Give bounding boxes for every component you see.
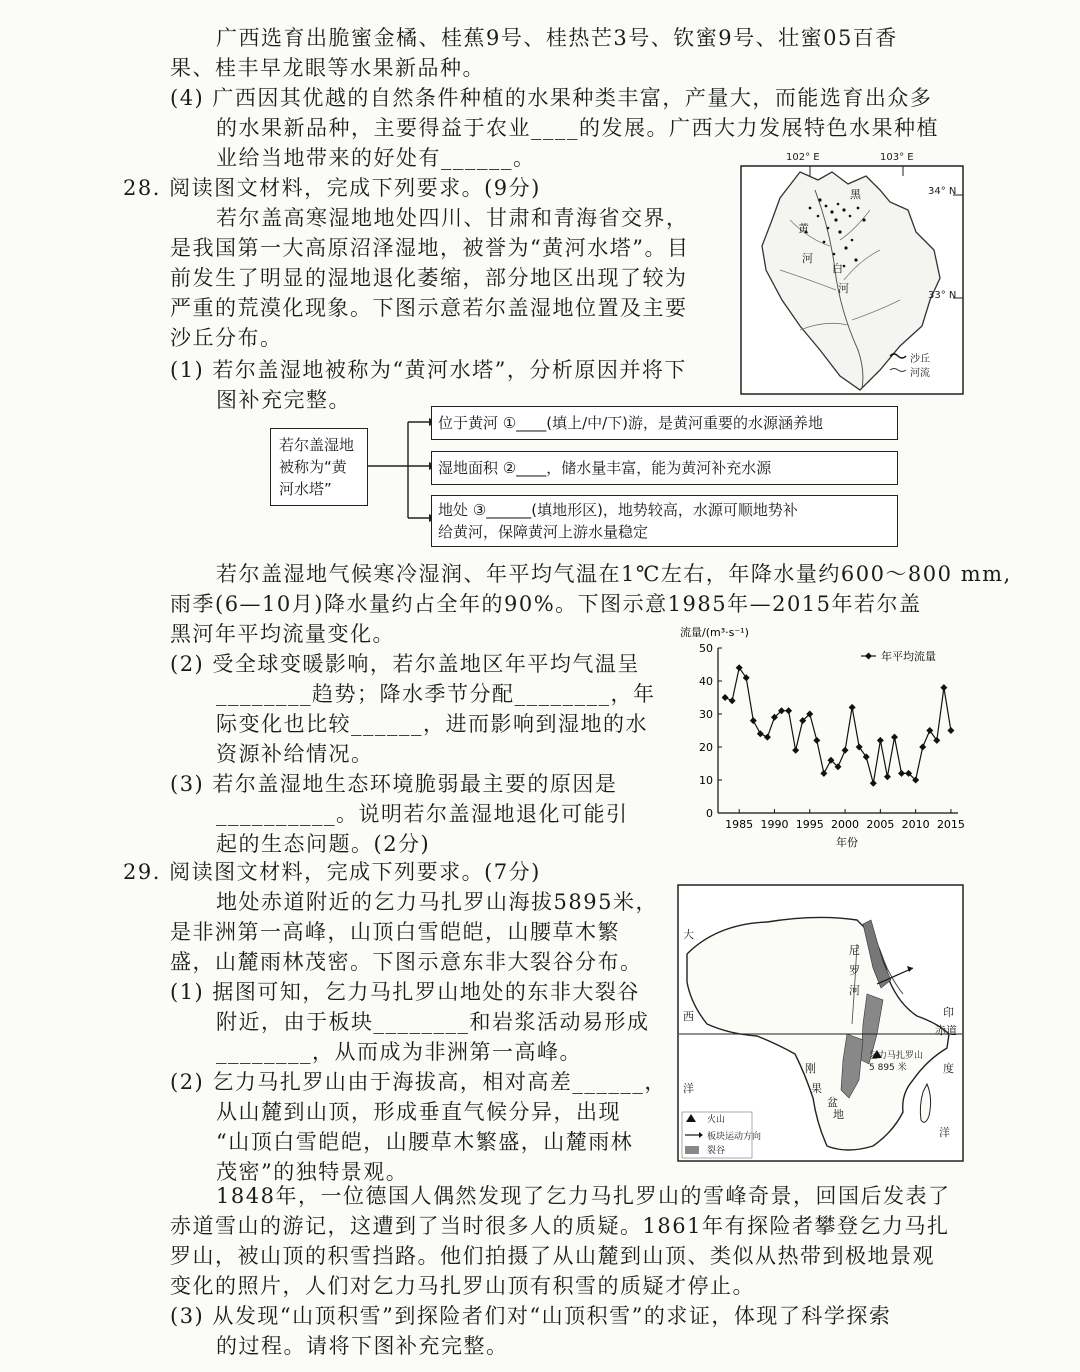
map-label: 度 (943, 1062, 954, 1075)
map-label: 河 (838, 282, 849, 295)
map-label: 白 (832, 262, 843, 275)
data-point (884, 773, 891, 780)
flow-box-3-text: 给黄河，保障黄河上游水量稳定 (438, 523, 649, 541)
map-label: 洋 (939, 1126, 950, 1139)
data-point (940, 684, 947, 691)
paragraph-line: 是非洲第一高峰，山顶白雪皑皑，山腰草木繁 (170, 920, 620, 944)
data-point (729, 697, 736, 704)
data-point (919, 744, 926, 751)
y-tick-label: 10 (699, 774, 713, 787)
paragraph-line: 盛，山麓雨林茂密。下图示意东非大裂谷分布。 (170, 950, 643, 974)
question-28-1-cont: 图补充完整。 (216, 388, 351, 412)
east-africa-rift-map (677, 884, 964, 1162)
zoige-wetland-map (740, 150, 965, 395)
paragraph-line: 若尔盖高寒湿地地处四川、甘肃和青海省交界， (216, 206, 689, 230)
data-point (947, 727, 954, 734)
question-28-1: (1) 若尔盖湿地被称为“黄河水塔”，分析原因并将下 (170, 358, 687, 382)
question-29-1-cont: 附近，由于板块________和岩浆活动易形成 (216, 1010, 650, 1034)
map-label: 黄 (798, 222, 809, 235)
flow-box-2-text: 湿地面积 ②____，储水量丰富，能为黄河补充水源 (438, 459, 772, 477)
map-label: 罗 (849, 964, 860, 977)
flow-root-line: 河水塔” (279, 480, 332, 498)
question-28-title: 28. 阅读图文材料，完成下列要求。(9分) (123, 176, 541, 200)
legend-dune: 沙丘 (910, 354, 930, 365)
flow-box-2 (431, 451, 898, 485)
map-label: 尼 (849, 944, 860, 957)
x-tick-label: 1995 (795, 818, 824, 831)
paragraph-line: 是我国第一大高原沼泽湿地，被誉为“黄河水塔”。目 (170, 236, 690, 260)
data-point (870, 780, 877, 787)
data-point (757, 730, 764, 737)
data-point (898, 770, 905, 777)
paragraph-line: 赤道雪山的游记，这遭到了当时很多人的质疑。1861年有探险者攀登乞力马扎 (170, 1214, 950, 1238)
chart-legend: 年平均流量 (881, 650, 936, 663)
paragraph-line: 地处赤道附近的乞力马扎罗山海拔5895米， (216, 890, 658, 914)
map-label: 地 (833, 1108, 844, 1121)
chart-xlabel: 年份 (836, 836, 858, 849)
question-28-3-cont: 起的生态问题。(2分) (216, 832, 431, 856)
legend-volcano: 火山 (707, 1115, 726, 1125)
flow-root-box (270, 428, 368, 506)
question-28-2-cont: 际变化也比较______，进而影响到湿地的水 (216, 712, 648, 736)
data-point (792, 747, 799, 754)
legend-plate-motion: 板块运动方向 (707, 1132, 762, 1142)
question-29-3: (3) 从发现“山顶积雪”到探险者们对“山顶积雪”的求证，体现了科学探索 (170, 1304, 892, 1328)
map-label: 河 (802, 252, 813, 265)
map-label: 黑 (850, 188, 861, 201)
equator-label: 赤道 (935, 1024, 957, 1037)
paragraph-line: 黑河年平均流量变化。 (170, 622, 395, 646)
paragraph-line: 1848年，一位德国人偶然发现了乞力马扎罗山的雪峰奇景，回国后发表了 (216, 1184, 951, 1208)
map-label: 大 (683, 928, 694, 941)
flow-box-1 (431, 406, 898, 440)
question-28-2-cont: 资源补给情况。 (216, 742, 374, 766)
question-4: (4) 广西因其优越的自然条件种植的水果种类丰富，产量大，而能选育出众多 (170, 86, 933, 110)
map-label: 盆 (827, 1096, 838, 1109)
x-tick-label: 2005 (866, 818, 895, 831)
chart-ylabel: 流量/(m³·s⁻¹) (680, 626, 749, 639)
data-point (842, 747, 849, 754)
y-tick-label: 30 (699, 708, 713, 721)
peak-elevation: 5 895 米 (869, 1063, 907, 1073)
y-tick-label: 20 (699, 741, 713, 754)
data-point (820, 770, 827, 777)
data-point (877, 737, 884, 744)
x-tick-label: 2010 (901, 818, 930, 831)
data-point (764, 734, 771, 741)
paragraph-line: 罗山，被山顶的积雪挡路。他们拍摄了从山麓到山顶、类似从热带到极地景观 (170, 1244, 935, 1268)
paragraph-line: 前发生了明显的湿地退化萎缩，部分地区出现了较为 (170, 266, 688, 290)
question-29-2-cont: 茂密”的独特景观。 (216, 1160, 409, 1184)
legend-river: 河流 (910, 368, 930, 379)
chart-series (722, 664, 955, 787)
flow-box-3 (431, 495, 898, 547)
data-point (750, 717, 757, 724)
question-28-3-cont: __________。说明若尔盖湿地退化可能引 (216, 802, 629, 826)
map-label: 果 (811, 1082, 822, 1095)
data-point (813, 737, 820, 744)
x-tick-label: 2015 (936, 818, 965, 831)
question-29-2: (2) 乞力马扎罗山由于海拔高，相对高差______， (170, 1070, 667, 1094)
map-label: 西 (683, 1010, 694, 1023)
paragraph-line: 变化的照片，人们对乞力马扎罗山顶有积雪的质疑才停止。 (170, 1274, 755, 1298)
map-label: 洋 (683, 1082, 694, 1095)
x-tick-label: 1985 (725, 818, 754, 831)
question-29-1: (1) 据图可知，乞力马扎罗山地处的东非大裂谷 (170, 980, 640, 1004)
peak-name: 乞力马扎罗山 (869, 1051, 924, 1061)
text-line: 广西选育出脆蜜金橘、桂蕉9号、桂热芒3号、钦蜜9号、壮蜜05百香 (216, 26, 898, 50)
data-point (785, 707, 792, 714)
map-label: 刚 (805, 1062, 816, 1075)
paragraph-line: 沙丘分布。 (170, 326, 283, 350)
lon-label: 103° E (880, 152, 914, 163)
question-29-2-cont: 从山麓到山顶，形成垂直气候分异，出现 (216, 1100, 621, 1124)
paragraph-line: 雨季(6—10月)降水量约占全年的90%。下图示意1985年—2015年若尔盖 (170, 592, 922, 616)
text-line: 业给当地带来的好处有______。 (216, 146, 536, 170)
flow-root-line: 被称为“黄 (279, 458, 347, 476)
flow-rate-chart (676, 624, 976, 850)
question-29-title: 29. 阅读图文材料，完成下列要求。(7分) (123, 860, 541, 884)
paragraph-line: 严重的荒漠化现象。下图示意若尔盖湿地位置及主要 (170, 296, 688, 320)
flow-root-line: 若尔盖湿地 (279, 436, 355, 454)
text-line: 果、桂丰早龙眼等水果新品种。 (170, 56, 485, 80)
question-29-1-cont: ________，从而成为非洲第一高峰。 (216, 1040, 582, 1064)
lat-label: 34° N (928, 186, 957, 197)
question-28-3: (3) 若尔盖湿地生态环境脆弱最主要的原因是 (170, 772, 618, 796)
lon-label: 102° E (786, 152, 820, 163)
map-label: 印 (943, 1006, 954, 1019)
x-tick-label: 1990 (760, 818, 789, 831)
data-point (722, 694, 729, 701)
flow-box-3-text: 地处 ③______(填地形区)，地势较高，水源可顺地势补 (438, 501, 798, 519)
flow-box-1-text: 位于黄河 ①____(填上/中/下)游，是黄河重要的水源涵养地 (438, 414, 824, 432)
map-label: 河 (849, 984, 860, 997)
question-29-2-cont: “山顶白雪皑皑，山腰草木繁盛，山麓雨林 (216, 1130, 634, 1154)
legend-rift: 裂谷 (707, 1146, 726, 1156)
question-29-3-cont: 的过程。请将下图补充完整。 (216, 1334, 509, 1358)
question-28-2: (2) 受全球变暖影响，若尔盖地区年平均气温呈 (170, 652, 640, 676)
y-tick-label: 50 (699, 642, 713, 655)
y-tick-label: 0 (706, 807, 713, 820)
text-line: 的水果新品种，主要得益于农业____的发展。广西大力发展特色水果种植 (216, 116, 939, 140)
legend-marker (865, 653, 872, 660)
y-tick-label: 40 (699, 675, 713, 688)
x-tick-label: 2000 (831, 818, 860, 831)
paragraph-line: 若尔盖湿地气候寒冷湿润、年平均气温在1℃左右，年降水量约600～800 mm, (216, 562, 1012, 586)
data-point (849, 704, 856, 711)
data-point (891, 734, 898, 741)
lat-label: 33° N (928, 290, 957, 301)
question-28-2-cont: ________趋势；降水季节分配________，年 (216, 682, 656, 706)
